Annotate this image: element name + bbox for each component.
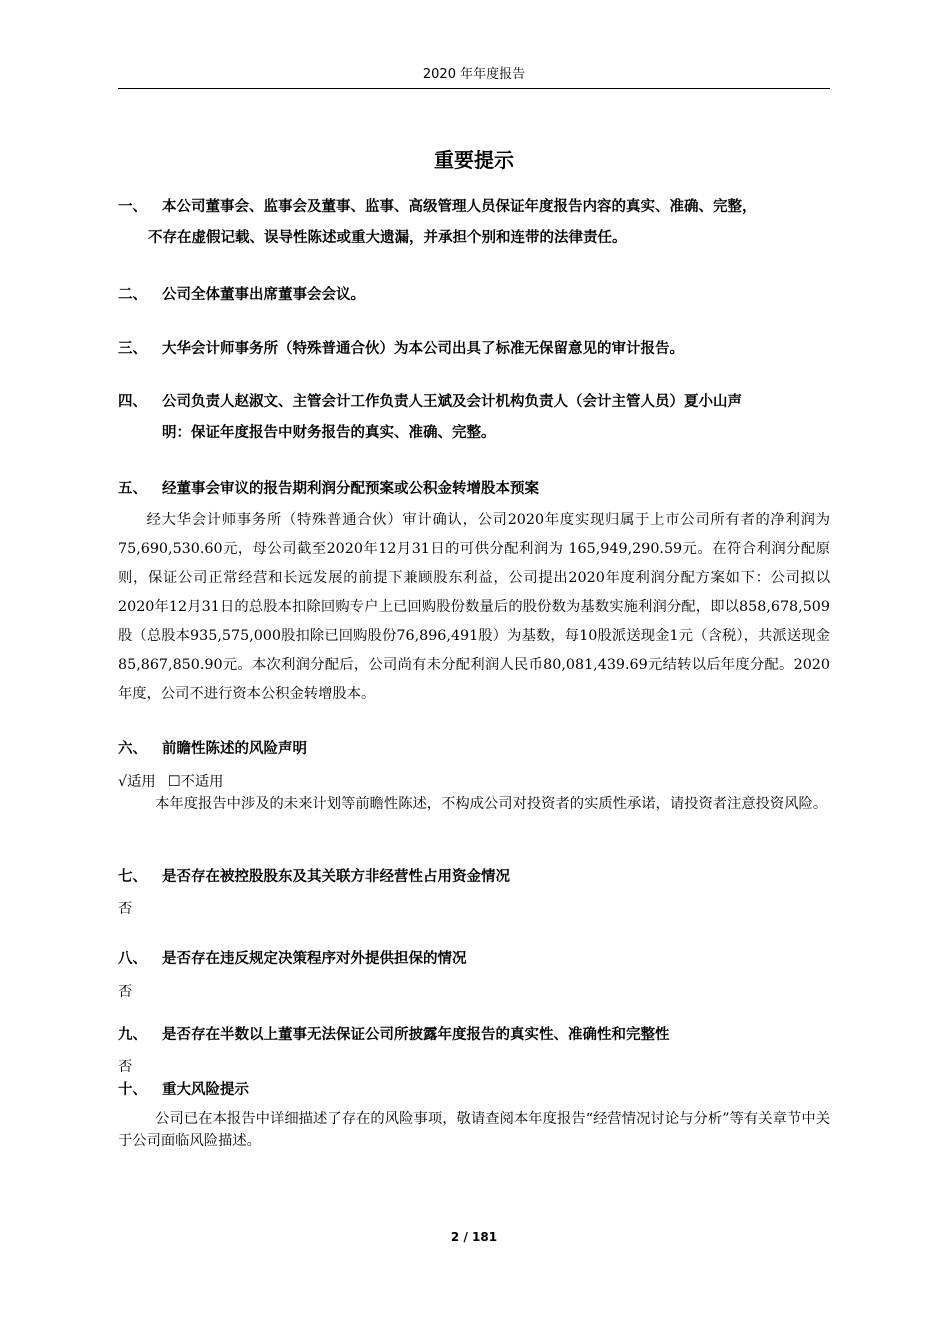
section-7	[118, 862, 830, 893]
section-5	[118, 474, 830, 505]
section-text: 重大风险提示	[162, 1082, 249, 1098]
section-number: 二、	[118, 287, 147, 303]
section-number: 九、	[118, 1027, 147, 1043]
section-text: 是否存在被控股股东及其关联方非经营性占用资金情况	[162, 869, 510, 885]
section-10	[118, 1075, 830, 1106]
section-text-cont: 不存在虚假记载、误导性陈述或重大遗漏，并承担个别和连带的法律责任。	[148, 230, 627, 246]
page-header: 2020 年年度报告	[422, 67, 526, 82]
section-number: 六、	[118, 741, 147, 757]
section-6	[118, 734, 830, 765]
header-divider	[118, 88, 830, 89]
section-text: 是否存在半数以上董事无法保证公司所披露年度报告的真实性、准确性和完整性	[162, 1027, 670, 1043]
section-number: 一、	[118, 199, 147, 215]
section-number: 十、	[118, 1082, 147, 1098]
section-8	[118, 944, 830, 975]
section-8-answer: 否	[118, 984, 133, 1000]
page-title: 重要提示	[434, 148, 514, 172]
section-10-body: 公司已在本报告中详细描述了存在的风险事项，敬请查阅本年度报告“经营情况讨论与分析”等有关章节中关于公司面临风险描述。	[118, 1111, 830, 1149]
applicability-line	[118, 771, 830, 793]
section-number: 三、	[118, 341, 147, 357]
section-number: 四、	[118, 394, 147, 410]
section-text: 公司负责人赵淑文、主管会计工作负责人王斌及会计机构负责人（会计主管人员）夏小山声	[162, 394, 742, 410]
section-text: 经董事会审议的报告期利润分配预案或公积金转增股本预案	[162, 481, 539, 497]
page-number: 2 / 181	[450, 1230, 498, 1244]
section-number: 七、	[118, 869, 147, 885]
section-number: 五、	[118, 481, 147, 497]
section-3	[118, 334, 830, 365]
section-2	[118, 280, 830, 311]
section-text-cont: 明：保证年度报告中财务报告的真实、准确、完整。	[162, 425, 496, 441]
section-5-body: 经大华会计师事务所（特殊普通合伙）审计确认，公司2020年度实现归属于上市公司所有者的净利润为75,690,530.60元，母公司截至2020年12月31日的可供分配利润为 165,949,290.59元。在符合利润分配原则，保证公司正常经营和长远发展的前提下兼顾股东利益，公司提出2020年度利润分配方案如下：公司拟以2020年12月31日的总股本扣除回购专户上已回购股份数量后的股份数为基数实施利润分配，即以858,678,509股（总股本935,575,000股扣除已回购股份76,896,491股）为基数，每10股派送现金1元（含税），共派送现金85,867,850.90元。本次利润分配后，公司尚有未分配利润人民币80,081,439.69元结转以后年度分配。2020年度，公司不进行资本公积金转增股本。	[118, 512, 830, 702]
section-number: 八、	[118, 951, 147, 967]
section-text: 是否存在违反规定决策程序对外提供担保的情况	[162, 951, 467, 967]
section-text: 大华会计师事务所（特殊普通合伙）为本公司出具了标准无保留意见的审计报告。	[162, 341, 684, 357]
applicable-checked: √适用	[118, 774, 156, 790]
section-text: 前瞻性陈述的风险声明	[162, 741, 307, 757]
section-6-body: 本年度报告中涉及的未来计划等前瞻性陈述，不构成公司对投资者的实质性承诺，请投资者注意投资风险。	[155, 796, 828, 812]
section-4	[118, 387, 830, 449]
section-text: 本公司董事会、监事会及董事、监事、高级管理人员保证年度报告内容的真实、准确、完整，	[162, 199, 757, 215]
section-7-answer: 否	[118, 901, 133, 917]
not-applicable-unchecked: ☐不适用	[167, 774, 224, 790]
section-9-answer: 否	[118, 1059, 133, 1075]
section-text: 公司全体董事出席董事会会议。	[162, 287, 365, 303]
section-9	[118, 1020, 830, 1051]
section-1	[118, 192, 830, 254]
